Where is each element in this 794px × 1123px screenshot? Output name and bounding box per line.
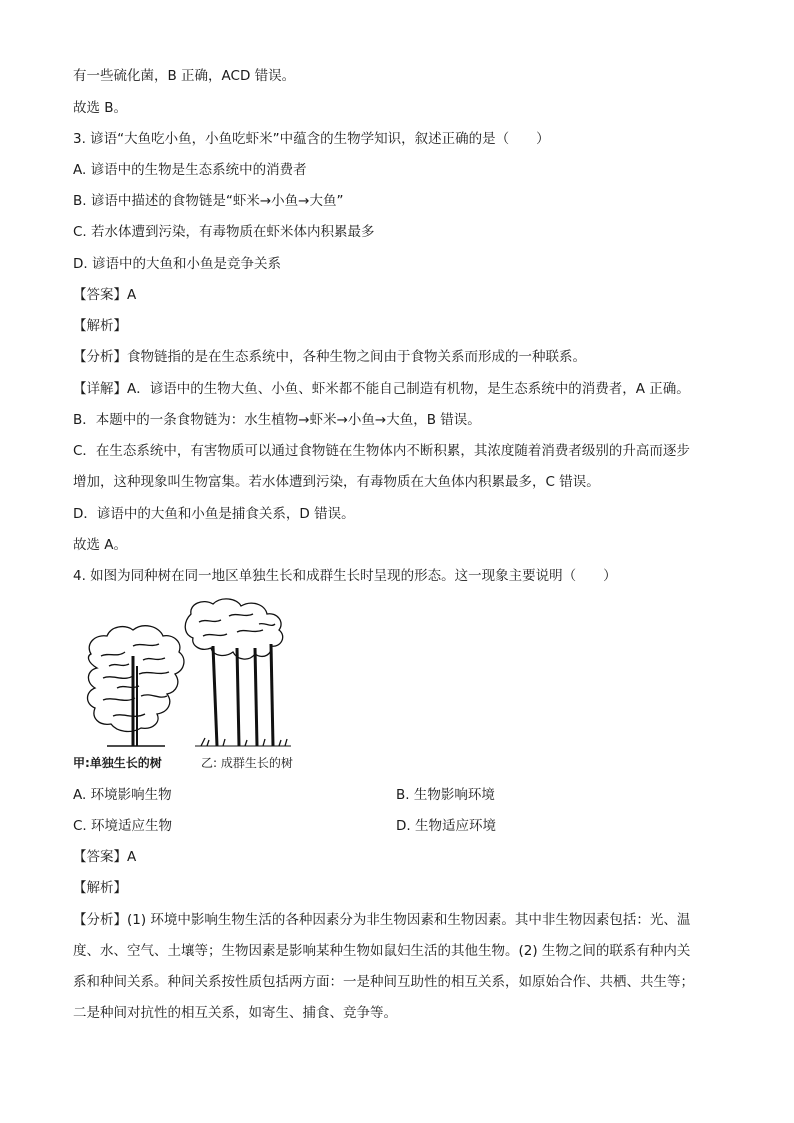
q3-option-d: D. 谚语中的大鱼和小鱼是竞争关系 [73,256,281,272]
q4-analysis-2: 度、水、空气、土壤等；生物因素是影响某种生物如鼠妇生活的其他生物。(2) 生物之间的联系有种内关 [73,943,691,959]
q3-option-b: B. 谚语中描述的食物链是“虾米→小鱼→大鱼” [73,193,344,209]
q3-detail-d: D．谚语中的大鱼和小鱼是捕食关系，D 错误。 [73,506,355,522]
caption-single-tree: 甲:单独生长的树 [73,756,162,770]
q3-option-c: C. 若水体遭到污染，有毒物质在虾米体内积累最多 [73,224,375,240]
question-3-stem: 3. 谚语“大鱼吃小鱼，小鱼吃虾米”中蕴含的生物学知识，叙述正确的是（ ） [73,131,550,147]
q4-option-a: A. 环境影响生物 [73,787,172,803]
q4-answer: 【答案】A [73,849,137,865]
q3-detail-c-2: 增加，这种现象叫生物富集。若水体遭到污染，有毒物质在大鱼体内积累最多，C 错误。 [73,474,600,490]
q3-detail-c-1: C．在生态系统中，有害物质可以通过食物链在生物体内不断积累，其浓度随着消费者级别的升高而逐步 [73,443,690,459]
q3-answer: 【答案】A [73,287,137,303]
q4-option-b: B. 生物影响环境 [396,787,495,803]
grouped-trees-drawing [185,599,291,746]
question-4-stem: 4. 如图为同种树在同一地区单独生长和成群生长时呈现的形态。这一现象主要说明（ ） [73,568,617,584]
q4-option-d: D. 生物适应环境 [396,818,496,834]
q3-conclusion: 故选 A。 [73,537,128,553]
q3-detail-b: B．本题中的一条食物链为：水生植物→虾米→小鱼→大鱼，B 错误。 [73,412,481,428]
single-tree-drawing [88,626,184,746]
q4-analysis-4: 二是种间对抗性的相互关系，如寄生、捕食、竞争等。 [73,1005,397,1021]
tree-illustration [73,596,333,772]
q3-option-a: A. 谚语中的生物是生态系统中的消费者 [73,162,307,178]
q4-analysis-heading: 【解析】 [73,880,127,896]
q3-detail-a: 【详解】A．谚语中的生物大鱼、小鱼、虾米都不能自己制造有机物，是生态系统中的消费者，A 正确。 [73,381,690,397]
tree-figure [73,596,333,772]
q4-option-c: C. 环境适应生物 [73,818,173,834]
q4-analysis-1: 【分析】(1) 环境中影响生物生活的各种因素分为非生物因素和生物因素。其中非生物因素包括：光、温 [73,912,691,928]
text-line: 有一些硫化菌，B 正确，ACD 错误。 [73,68,296,84]
text-line: 故选 B。 [73,100,128,116]
q4-analysis-3: 系和种间关系。种间关系按性质包括两方面：一是种间互助性的相互关系，如原始合作、共栖、共生等； [73,974,694,990]
q3-analysis-heading: 【解析】 [73,318,127,334]
caption-grouped-trees: 乙: 成群生长的树 [201,756,293,770]
q3-analysis: 【分析】食物链指的是在生态系统中，各种生物之间由于食物关系而形成的一种联系。 [73,349,586,365]
